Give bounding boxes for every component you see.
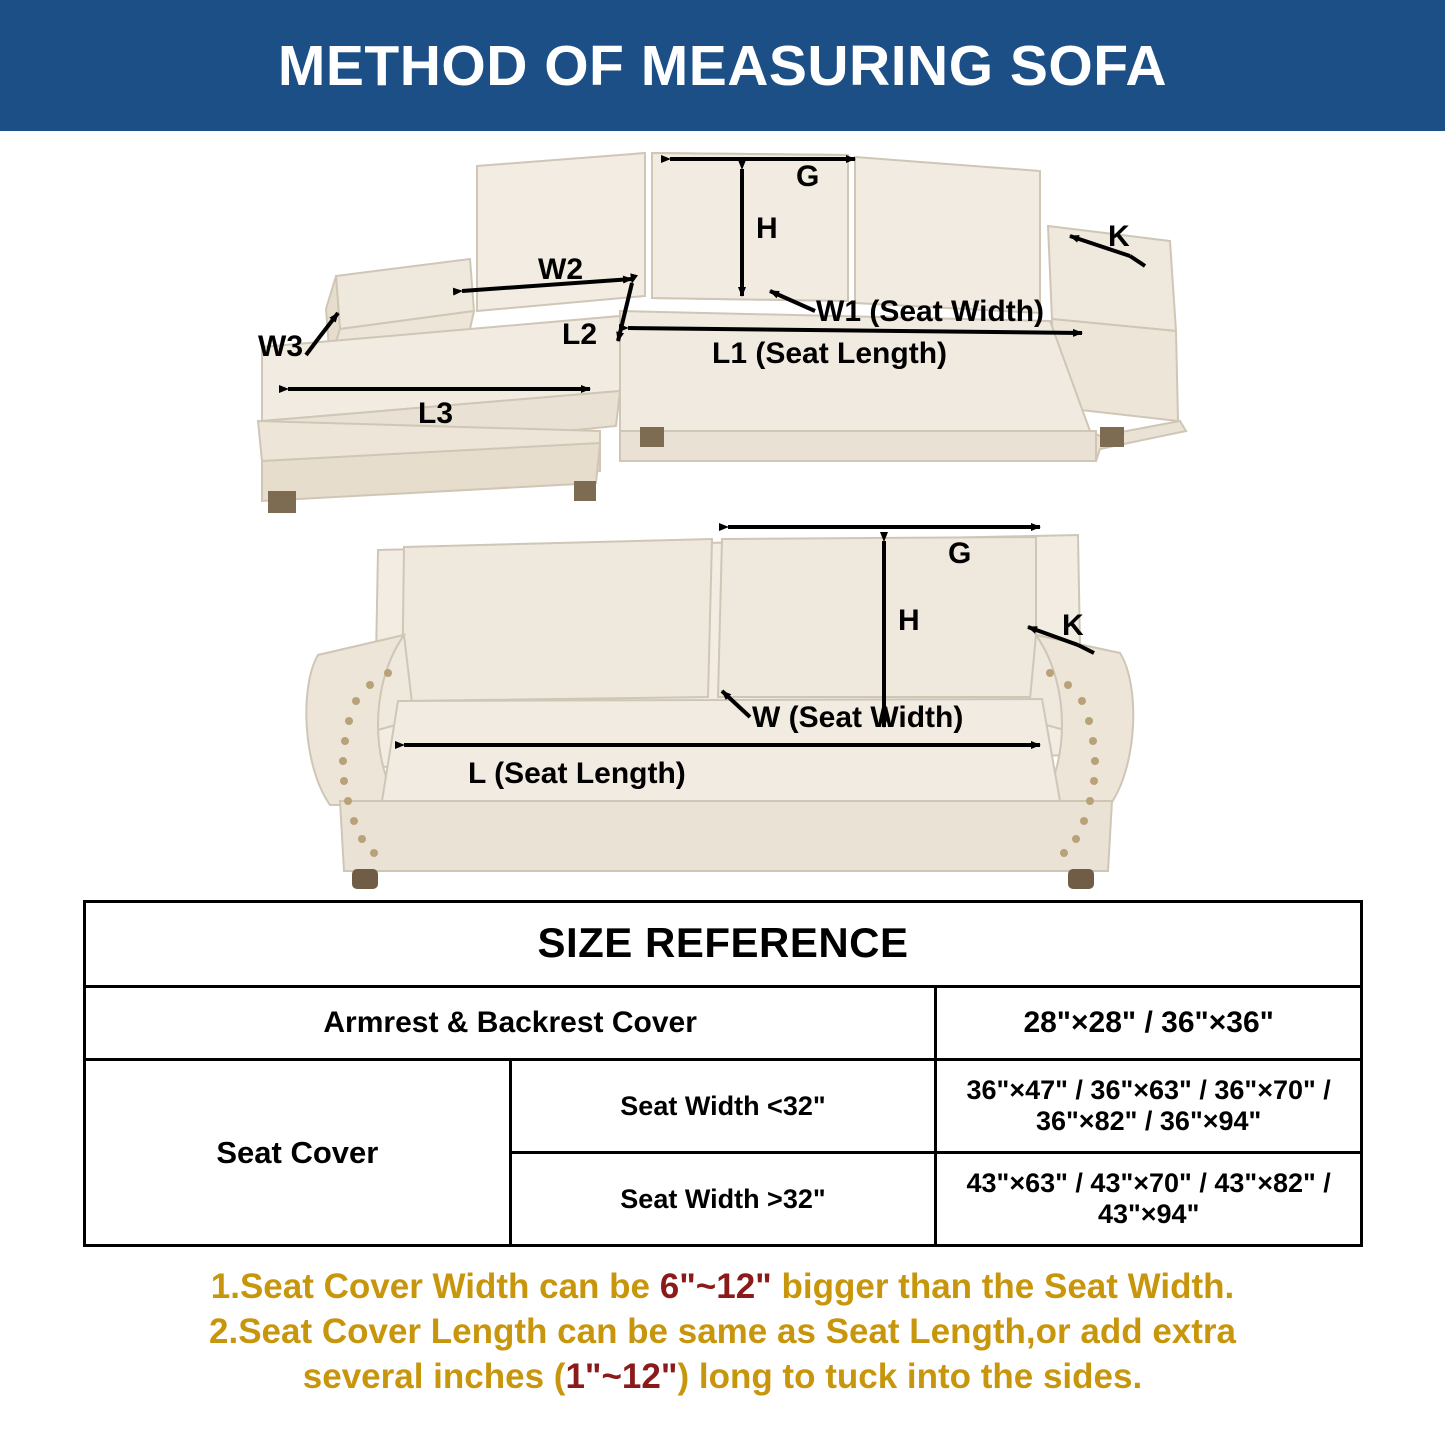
note-1-part-2: bigger than the Seat Width. bbox=[771, 1267, 1235, 1306]
label-l: L (Seat Length) bbox=[468, 757, 686, 790]
note-2-line-2 bbox=[0, 1355, 1445, 1400]
row-label-armrest-backrest: Armrest & Backrest Cover bbox=[85, 987, 936, 1060]
table-row-title bbox=[85, 902, 1362, 987]
label-g-sofa: G bbox=[948, 537, 972, 570]
label-k-sofa: K bbox=[1062, 609, 1084, 642]
table-row-seat-cover-small bbox=[85, 1060, 1362, 1153]
label-h-sectional: H bbox=[756, 212, 778, 245]
label-k-sectional: K bbox=[1108, 220, 1130, 253]
sofa-diagram bbox=[0, 505, 1445, 905]
label-l3: L3 bbox=[418, 397, 454, 430]
note-1-part-1: 1.Seat Cover Width can be bbox=[210, 1267, 660, 1306]
note-2-line-1: 2.Seat Cover Length can be same as Seat Length,or add extra bbox=[209, 1311, 1236, 1351]
note-2-part-1: several inches ( bbox=[302, 1356, 566, 1396]
label-w2: W2 bbox=[538, 253, 583, 286]
row-value-seat-width-over-32: 43"×63" / 43"×70" / 43"×82" / 43"×94" bbox=[936, 1153, 1362, 1246]
note-2-part-2: ) long to tuck into the sides. bbox=[677, 1356, 1143, 1396]
label-l1: L1 (Seat Length) bbox=[712, 337, 948, 370]
note-1-highlight: 6"~12" bbox=[659, 1267, 772, 1306]
label-g-sectional: G bbox=[796, 160, 820, 193]
row-value-seat-width-under-32: 36"×47" / 36"×63" / 36"×70" / 36"×82" / 36"×94" bbox=[936, 1060, 1362, 1153]
sectional-sofa-diagram bbox=[0, 131, 1445, 531]
label-w: W (Seat Width) bbox=[752, 701, 964, 734]
row-label-seat-width-over-32: Seat Width >32" bbox=[510, 1153, 936, 1246]
page-header bbox=[0, 0, 1445, 131]
label-l2: L2 bbox=[562, 318, 598, 351]
label-h-sofa: H bbox=[898, 604, 920, 637]
table-row-armrest bbox=[85, 987, 1362, 1060]
size-reference-table bbox=[83, 900, 1363, 1247]
table-title: SIZE REFERENCE bbox=[85, 902, 1362, 987]
notes-section bbox=[0, 1265, 1445, 1399]
row-label-seat-cover: Seat Cover bbox=[85, 1060, 511, 1246]
row-value-armrest-backrest: 28"×28" / 36"×36" bbox=[936, 987, 1362, 1060]
row-label-seat-width-under-32: Seat Width <32" bbox=[510, 1060, 936, 1153]
page-title: METHOD OF MEASURING SOFA bbox=[277, 33, 1168, 98]
label-w1: W1 (Seat Width) bbox=[816, 295, 1045, 328]
note-2-highlight: 1"~12" bbox=[565, 1356, 678, 1396]
label-w3: W3 bbox=[258, 330, 303, 363]
note-1 bbox=[0, 1265, 1445, 1310]
